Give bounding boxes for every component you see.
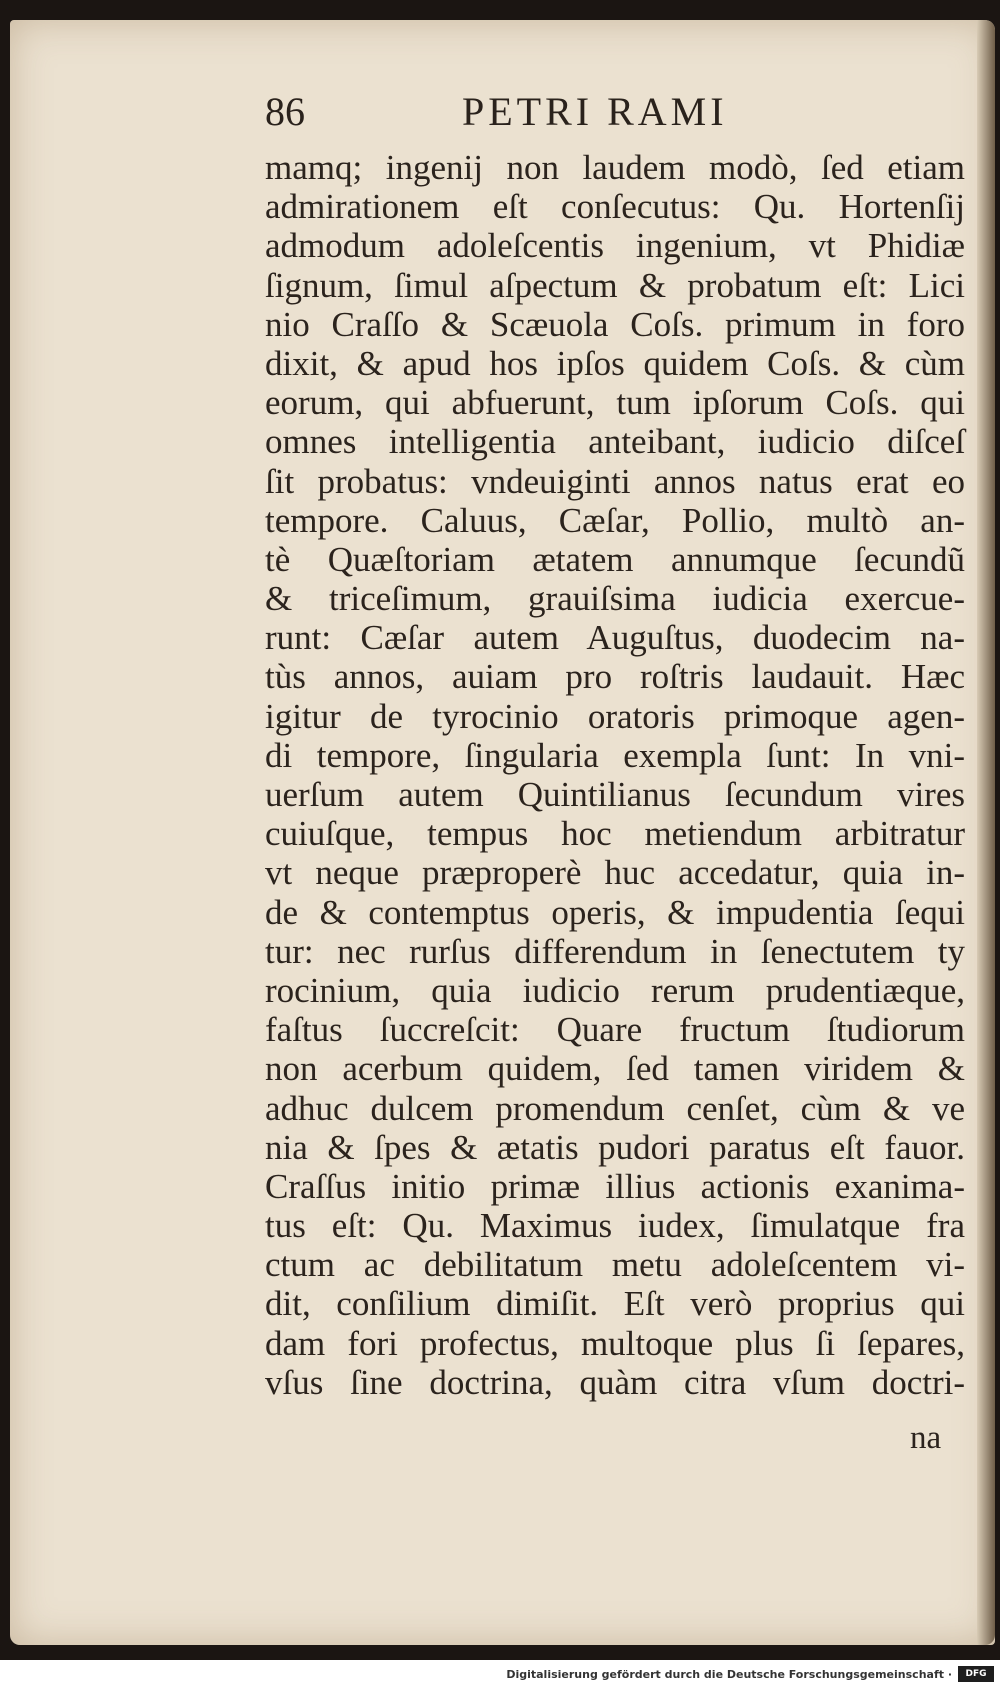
text-line: admodum adoleſcentis ingenium, vt Phidiæ (265, 226, 965, 266)
text-line: eorum, qui abfuerunt, tum ipſorum Coſs. qui (265, 383, 965, 423)
page-header (265, 88, 765, 138)
text-line: tùs annos, auiam pro roſtris laudauit. Hæc (265, 657, 965, 697)
text-line: omnes intelligentia anteibant, iudicio diſceſ (265, 422, 965, 462)
text-line: dixit, & apud hos ipſos quidem Coſs. & cùm (265, 343, 965, 383)
text-line: admirationem eſt conſecutus: Qu. Hortenſij (265, 187, 965, 227)
text-line: tempore. Caluus, Cæſar, Pollio, multò an- (265, 500, 965, 540)
dfg-logo (958, 1666, 994, 1682)
text-line: vſus ſine doctrina, quàm citra vſum doctri- (265, 1362, 965, 1402)
text-line: dam fori profectus, multoque plus ſi ſepares, (265, 1323, 965, 1363)
text-line: cuiuſque, tempus hoc metiendum arbitratur (265, 814, 965, 854)
page-edge-shadow (977, 20, 995, 1645)
text-line: dit, conſilium dimiſit. Eſt verò proprius qui (265, 1284, 965, 1324)
text-line: di tempore, ſingularia exempla ſunt: In vni- (265, 735, 965, 775)
text-line: tur: nec rurſus differendum in ſenectutem ty (265, 931, 965, 971)
text-line: & triceſimum, grauiſsima iudicia exercue- (265, 579, 965, 619)
funding-credit: Digitalisierung gefördert durch die Deutsche Forschungsgemeinschaft · (506, 1668, 952, 1681)
text-line: nio Craſſo & Scæuola Coſs. primum in foro (265, 304, 965, 344)
text-line: nia & ſpes & ætatis pudori paratus eſt fauor. (265, 1127, 965, 1167)
text-line: Craſſus initio primæ illius actionis exanima- (265, 1166, 965, 1206)
text-line: de & contemptus operis, & impudentia ſequi (265, 892, 965, 932)
catchword: na (910, 1420, 942, 1456)
text-line: rocinium, quia iudicio rerum prudentiæque, (265, 970, 965, 1010)
text-line: adhuc dulcem promendum cenſet, cùm & ve (265, 1088, 965, 1128)
text-line: mamq; ingenij non laudem modò, ſed etiam (265, 148, 965, 187)
text-line: non acerbum quidem, ſed tamen viridem & (265, 1049, 965, 1089)
text-line: vt neque præproperè huc accedatur, quia in- (265, 853, 965, 893)
digitization-footer (0, 1660, 1000, 1691)
running-title: PETRI RAMI (462, 89, 728, 134)
text-line: faſtus ſuccreſcit: Quare fructum ſtudiorum (265, 1010, 965, 1050)
text-line: tè Quæſtoriam ætatem annumque ſecundũ (265, 539, 965, 579)
text-line: igitur de tyrocinio oratoris primoque agen- (265, 696, 965, 736)
dfg-logo-label: DFG (965, 1669, 987, 1679)
text-line: ctum ac debilitatum metu adoleſcentem vi- (265, 1245, 965, 1285)
text-line: tus eſt: Qu. Maximus iudex, ſimulatque fra (265, 1206, 965, 1246)
page-number: 86 (265, 89, 305, 134)
body-text (265, 148, 965, 1402)
text-line: runt: Cæſar autem Auguſtus, duodecim na- (265, 618, 965, 658)
text-line: uerſum autem Quintilianus ſecundum vires (265, 775, 965, 814)
text-line: ſit probatus: vndeuiginti annos natus erat eo (265, 461, 965, 501)
text-line: ſignum, ſimul aſpectum & probatum eſt: Lici (265, 265, 965, 305)
